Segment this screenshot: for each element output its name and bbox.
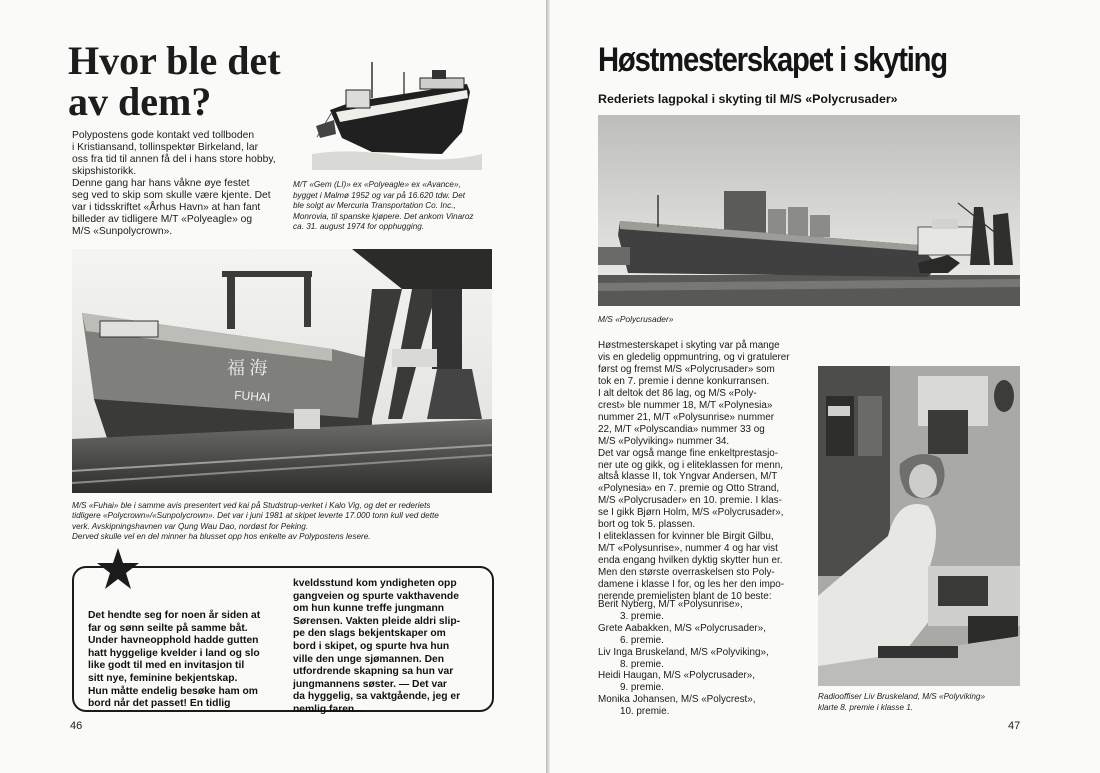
intro-text: Polypostens gode kontakt ved tollboden i Kristiansand, tollinspektør Birkeland, lar oss fra tid til annen få del i hans store hobby, skipshistorikk. Denne gang har hans våkne øye festet seg ved to skip som skulle være kjente. Det var i tidsskriftet «Århus Havn» at han fant billeder av tidligere M/T «Polyeagle» og M/S «Sunpolycrown».: [72, 130, 276, 237]
svg-text:福 海: 福 海: [227, 358, 268, 378]
right-page: [550, 0, 1100, 773]
caption-polyeagle: M/T «Gem (LI)» ex «Polyeagle» ex «Avance», bygget i Malmø 1952 og var på 16.620 tdw. Det ble solgt av Mercuria Transportation Co. Inc., Monrovia, til spanske kjøpere. Det ankom Vinaroz ca. 31. august 1974 for opphugging.: [293, 180, 474, 232]
fuhai-hull-text: FUHAI: [233, 388, 271, 405]
title-line-1: Hvor ble det: [68, 38, 281, 83]
caption-polycrusader: M/S «Polycrusader»: [598, 314, 674, 324]
page-title: Høstmesterskapet i skyting: [598, 41, 947, 79]
page-number-right: 47: [1008, 720, 1021, 732]
caption-fuhai: M/S «Fuhai» ble i samme avis presentert ved kai på Studstrup-verket i Kalo Vig, og det er rederiets tidligere «Polycrown»/«Sunpolycrown». Det var i juni 1981 at skipet leverte 17.000 tonn kull ved dette verk. Avskipningshavnen var Qung Wau Dao, nordøst for Peking. Derved skulle vel en del minner ha blusset opp hos enkelte av Polypostens lesere.: [72, 501, 439, 542]
star-icon: [96, 548, 140, 590]
radio-officer-photo: [818, 366, 1020, 686]
anecdote-column-2: kveldsstund kom yndigheten opp gangveien og spurte vakthavende om hun kunne treffe jungmann Sørensen. Vakten pleide aldri slip- pe den slags bekjentskaper om bord i skipet, og spurte hva hun ville den unge sjømannen. Den utfordrende skapning sa hun var jungmannens søster. — Det var da hyggelig, sa vaktgående, jeg er nemlig faren...: [293, 578, 461, 715]
page-title: [68, 40, 281, 122]
subtitle: Rederiets lagpokal i skyting til M/S «Polycrusader»: [598, 92, 898, 106]
article-body: Høstmesterskapet i skyting var på mange vis en gledelig oppmuntring, og vi gratulerer først og fremst M/S «Polycrusader» som tok en 7. premie i denne konkurransen. I alt deltok det 86 lag, og M/S «Poly- crest» ble nummer 18, M/T «Polynesia» nummer 21, M/T «Polysunrise» nummer 22, M/T «Polyscandia» nummer 33 og M/S «Polyviking» nummer 34. Det var også mange fine enkeltprestasjo- ner ute og gikk, og i eliteklassen for menn, altså klasse II, tok Yngvar Andersen, M/T «Polynesia» en 7. premie og Otto Strand, M/S «Polycrusader» en 10. premie. I klas- se I gikk Bjørn Holm, M/S «Polycrusader», bort og tok 5. plassen. I eliteklassen for kvinner ble Birgit Gilbu, M/T «Polysunrise», nummer 4 og har vist enda engang hvilken dyktig skytter hun er. Men den største overraskelsen sto Poly- damene i klasse I for, og les her den impo- nerende premielisten blant de 10 beste:: [598, 340, 790, 603]
prize-list: Berit Nyberg, M/T «Polysunrise», 3. premie. Grete Aabakken, M/S «Polycrusader», 6. premie. Liv Inga Bruskeland, M/S «Polyviking», 8. premie. Heidi Haugan, M/S «Polycrusader», 9. premie. Monika Johansen, M/S «Polycrest», 10. premie.: [598, 599, 769, 718]
ship-photo-polycrusader: [598, 115, 1020, 306]
page-number-left: 46: [70, 720, 83, 732]
caption-radio-officer: Radiooffiser Liv Bruskeland, M/S «Polyviking» klarte 8. premie i klasse 1.: [818, 692, 986, 712]
left-page: [0, 0, 546, 773]
ship-photo-fuhai: [72, 249, 492, 493]
ship-photo-polyeagle: [312, 42, 482, 170]
title-line-2: av dem?: [68, 79, 212, 124]
anecdote-column-1: Det hendte seg for noen år siden at far og sønn seilte på samme båt. Under havneopphold hadde gutten hatt hyggelige kvelder i land og slo like godt til med en invitasjon til sitt nye, feminine bekjentskap. Hun måtte endelig besøke ham om bord når det passet! En tidlig: [88, 610, 261, 710]
